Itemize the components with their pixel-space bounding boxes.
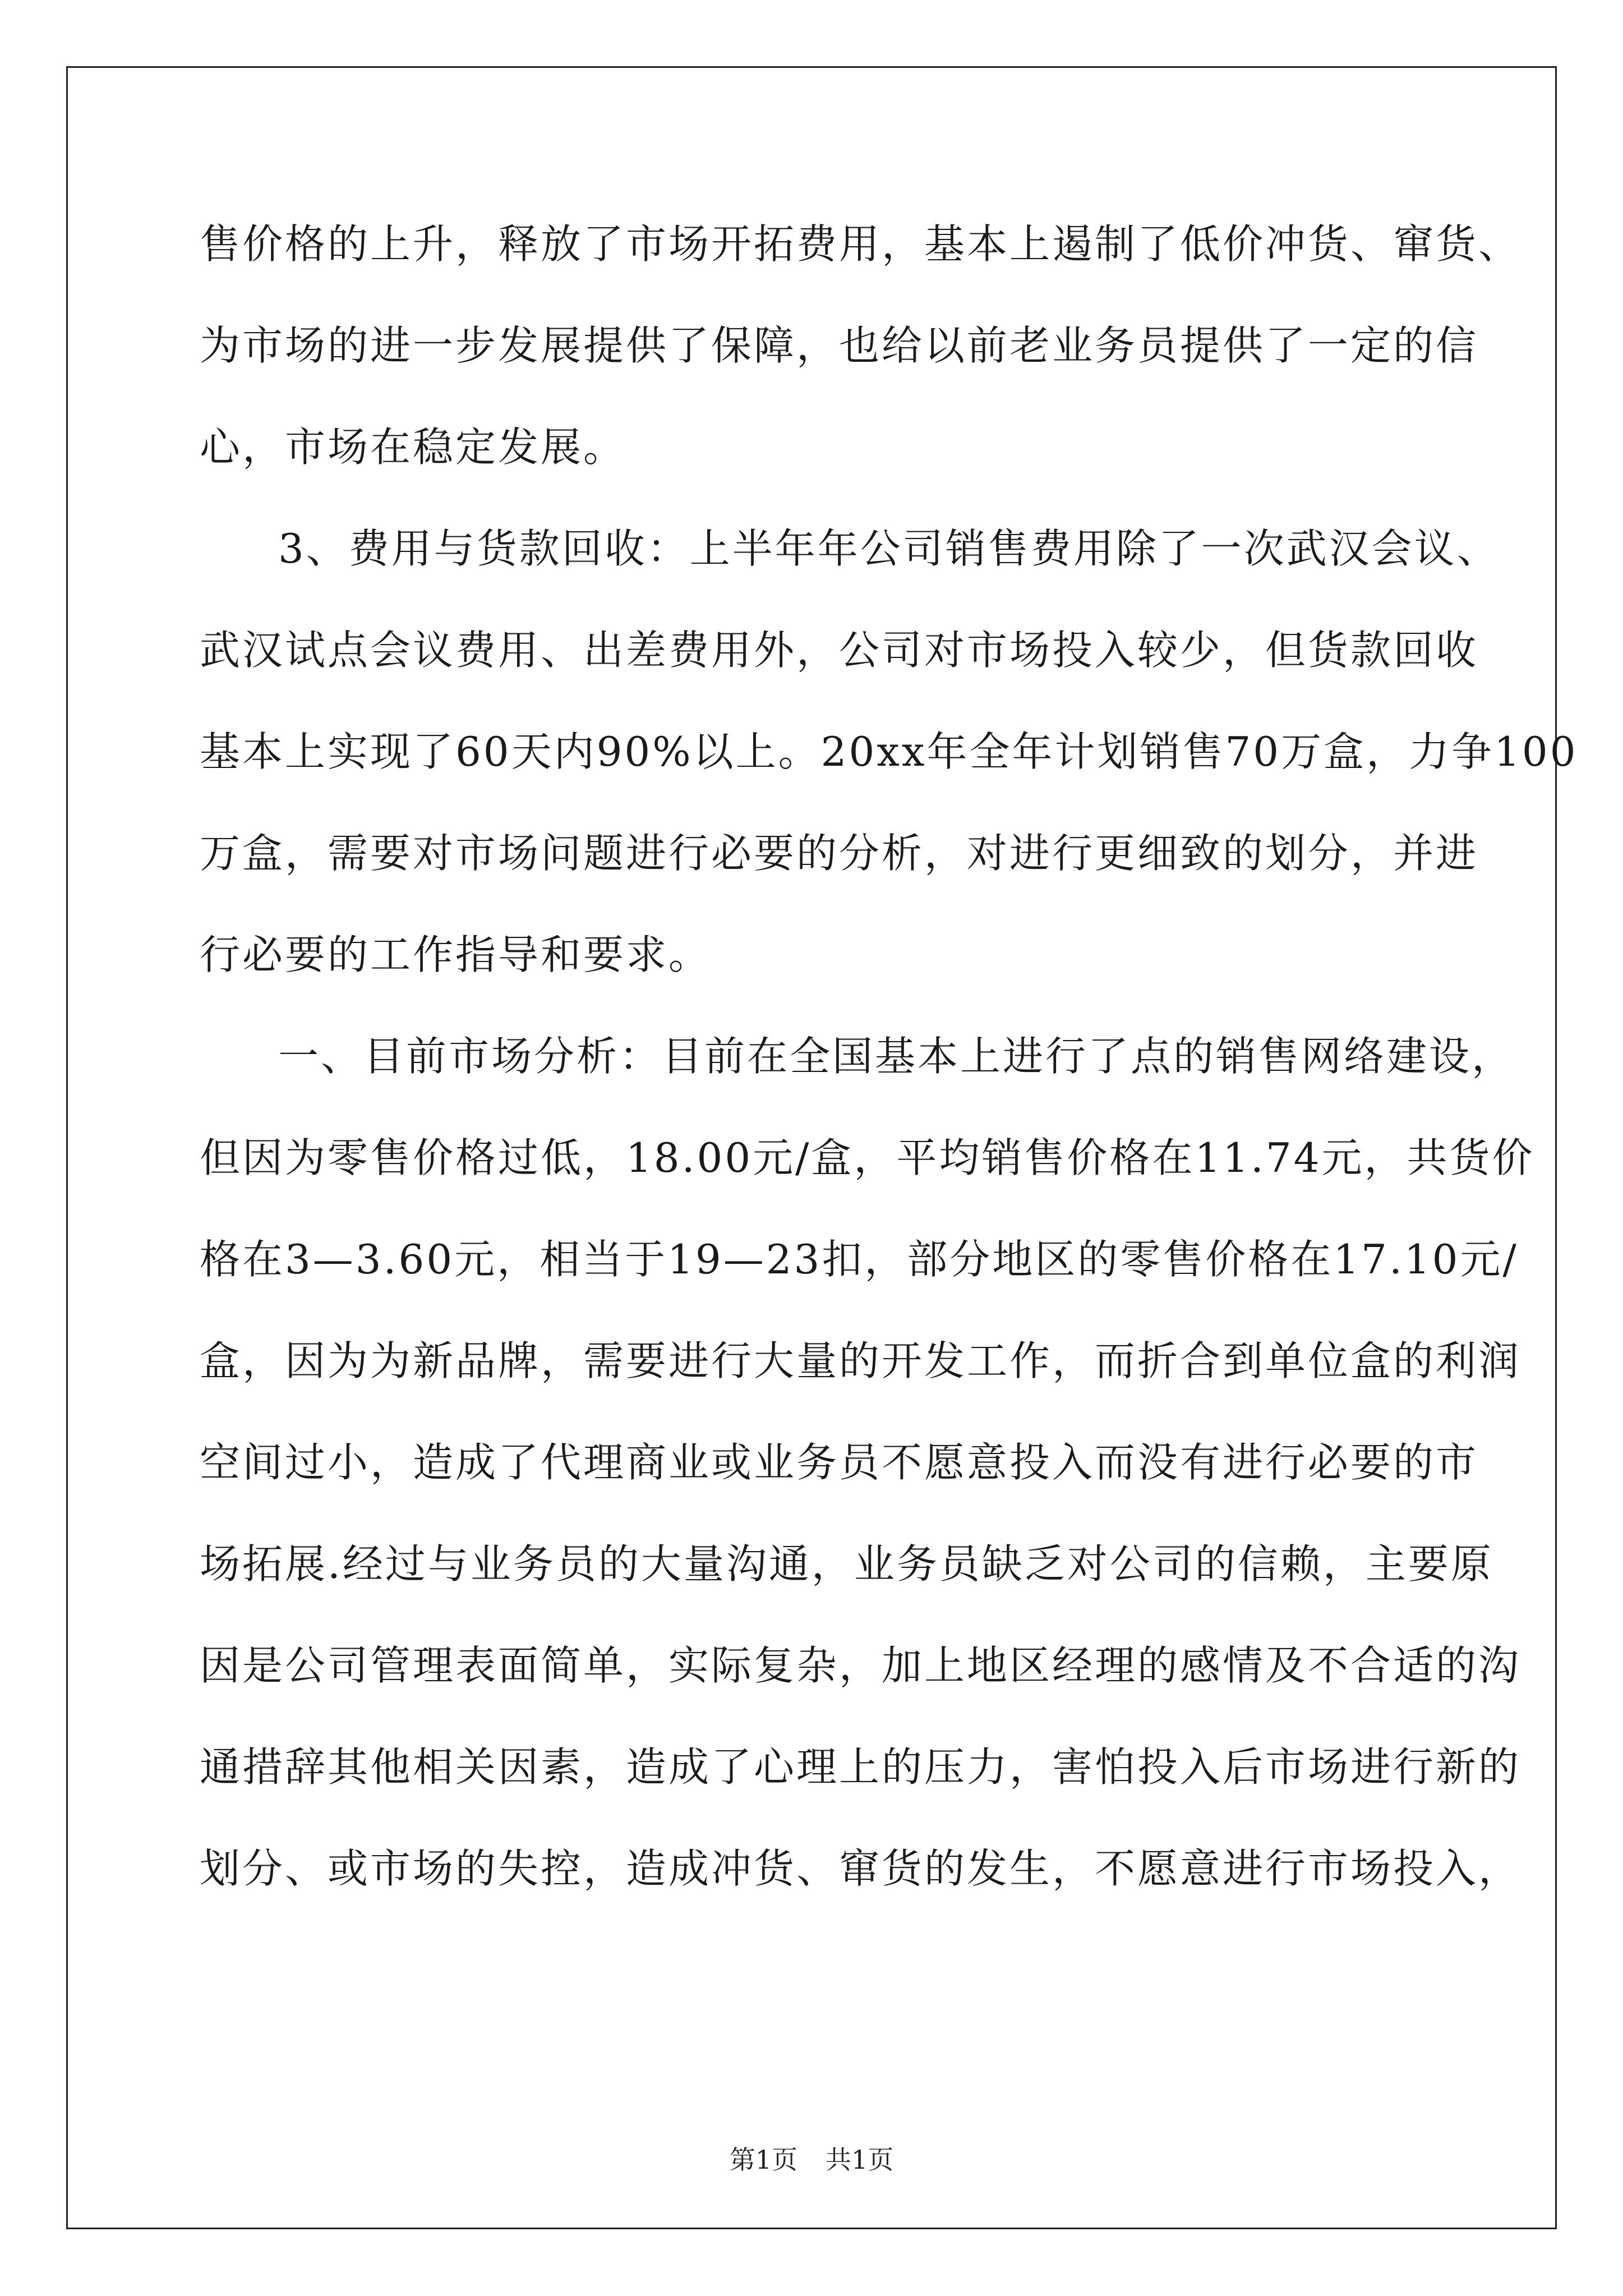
text-line: 通措辞其他相关因素，造成了心理上的压力，害怕投入后市场进行新的 (200, 1743, 1521, 1791)
text-line: 空间过小，造成了代理商业或业务员不愿意投入而没有进行必要的市 (200, 1439, 1479, 1486)
page-total: 共1页 (826, 2145, 894, 2175)
text-line: 一、目前市场分析：目前在全国基本上进行了点的销售网络建设， (278, 1033, 1515, 1080)
text-line: 基本上实现了60天内90%以上。20xx年全年计划销售70万盒，力争100 (200, 728, 1578, 775)
text-line: 格在3—3.60元，相当于19—23扣，部分地区的零售价格在17.10元/ (200, 1236, 1519, 1283)
text-line: 场拓展.经过与业务员的大量沟通，业务员缺乏对公司的信赖，主要原 (200, 1540, 1493, 1588)
text-line: 但因为零售价格过低，18.00元/盒，平均销售价格在11.74元，共货价 (200, 1134, 1535, 1181)
text-line: 为市场的进一步发展提供了保障，也给以前老业务员提供了一定的信 (200, 322, 1479, 369)
page-footer (0, 2143, 1623, 2177)
text-line: 因是公司管理表面简单，实际复杂，加上地区经理的感情及不合适的沟 (200, 1642, 1521, 1689)
text-line: 行必要的工作指导和要求。 (200, 931, 712, 978)
text-line: 武汉试点会议费用、出差费用外，公司对市场投入较少，但货款回收 (200, 627, 1479, 674)
text-line: 盒，因为为新品牌，需要进行大量的开发工作，而折合到单位盒的利润 (200, 1337, 1521, 1384)
text-line: 划分、或市场的失控，造成冲货、窜货的发生，不愿意进行市场投入， (200, 1845, 1521, 1892)
text-line: 心，市场在稳定发展。 (200, 424, 626, 471)
text-line: 3、费用与货款回收：上半年年公司销售费用除了一次武汉会议、 (278, 525, 1500, 572)
text-line: 万盒，需要对市场问题进行必要的分析，对进行更细致的划分，并进 (200, 830, 1479, 877)
page-number: 第1页 (729, 2145, 797, 2175)
text-line: 售价格的上升，释放了市场开拓费用，基本上遏制了低价冲货、窜货、 (200, 220, 1521, 268)
